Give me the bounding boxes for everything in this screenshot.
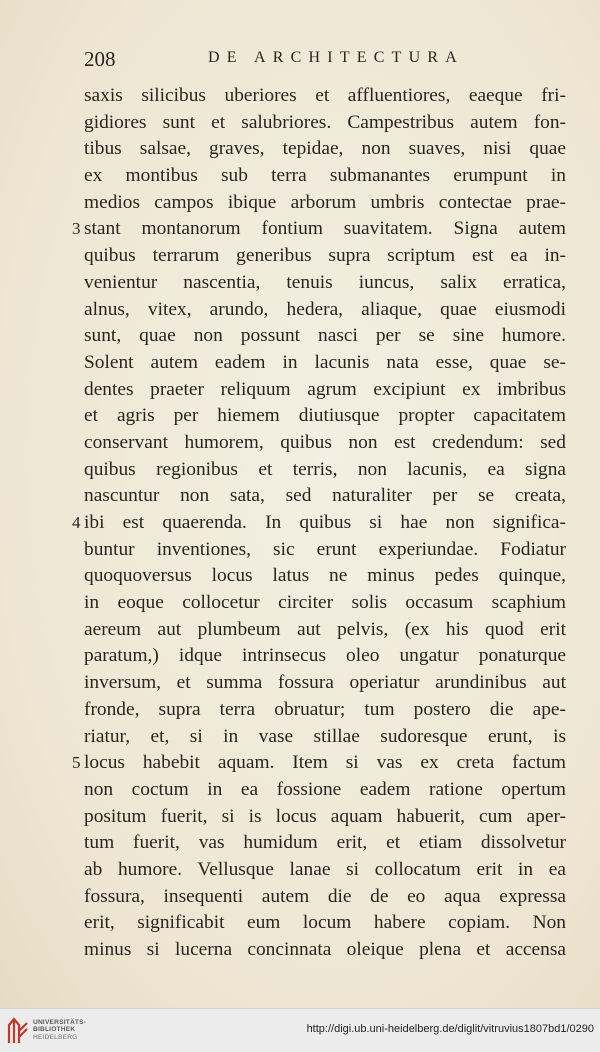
text-line-content: inversum, et summa fossura operiatur arundinibus aut bbox=[84, 672, 566, 694]
text-line-content: dentes praeter reliquum agrum excipiunt ex imbribus bbox=[84, 378, 566, 400]
text-line bbox=[84, 670, 566, 697]
text-line bbox=[84, 83, 566, 110]
text-line-content: stant montanorum fontium suavitatem. Signa autem bbox=[84, 218, 566, 240]
text-line bbox=[84, 910, 566, 937]
text-line bbox=[84, 136, 566, 163]
library-name-line3: HEIDELBERG bbox=[33, 1033, 78, 1041]
text-line bbox=[84, 884, 566, 911]
text-line bbox=[84, 937, 566, 964]
text-line bbox=[84, 270, 566, 297]
text-line-content: non coctum in ea fossione eadem ratione opertum bbox=[84, 778, 566, 800]
text-line bbox=[84, 190, 566, 217]
text-line-content: fossura, insequenti autem die de eo aqua expressa bbox=[84, 885, 566, 907]
text-line bbox=[84, 804, 566, 831]
text-line bbox=[84, 457, 566, 484]
text-line bbox=[84, 243, 566, 270]
margin-section-number: 3 bbox=[72, 219, 81, 239]
text-line-content: paratum,) idque intrinsecus oleo ungatur ponaturque bbox=[84, 645, 566, 667]
text-line-content: medios campos ibique arborum umbris contectae prae- bbox=[84, 191, 566, 213]
text-line bbox=[84, 777, 566, 804]
text-line bbox=[84, 403, 566, 430]
text-line bbox=[84, 297, 566, 324]
margin-section-number: 5 bbox=[72, 753, 81, 773]
text-line-content: sunt, quae non possunt nasci per se sine humore. bbox=[84, 325, 566, 347]
body-text bbox=[72, 83, 566, 964]
text-line bbox=[84, 430, 566, 457]
text-line-content: ibi est quaerenda. In quibus si hae non significa- bbox=[84, 512, 566, 533]
text-line bbox=[84, 483, 566, 510]
text-line-content: buntur inventiones, sic erunt experiundae. Fodiatur bbox=[84, 538, 566, 560]
text-line-content: locus habebit aquam. Item si vas ex creta factum bbox=[84, 752, 566, 774]
text-line-content: tum fuerit, vas humidum erit, et etiam dissolvetur bbox=[84, 832, 566, 854]
text-line bbox=[84, 563, 566, 590]
text-line-content: aereum aut plumbeum aut pelvis, (ex his quod erit bbox=[84, 618, 566, 640]
text-line-content: et agris per hiemem diutiusque propter capacitatem bbox=[84, 405, 566, 427]
text-line-content: riatur, et, si in vase stillae sudoresque erunt, is bbox=[84, 725, 566, 747]
text-line bbox=[84, 590, 566, 617]
text-line bbox=[72, 750, 566, 777]
text-line bbox=[84, 377, 566, 404]
library-name bbox=[33, 1019, 86, 1041]
text-line bbox=[84, 697, 566, 724]
text-line bbox=[84, 350, 566, 377]
text-line bbox=[72, 216, 566, 243]
text-line-content: venientur nascentia, tenuis iuncus, salix erratica, bbox=[84, 271, 566, 293]
text-line bbox=[84, 163, 566, 190]
text-line-content: quoquoversus locus latus ne minus pedes quinque, bbox=[84, 565, 566, 587]
library-name-line2: BIBLIOTHEK bbox=[33, 1026, 76, 1034]
text-line bbox=[84, 537, 566, 564]
text-line bbox=[84, 857, 566, 884]
text-line bbox=[84, 110, 566, 137]
text-line-content: alnus, vitex, arundo, hedera, aliaque, quae eiusmodi bbox=[84, 298, 566, 320]
text-line bbox=[84, 724, 566, 751]
text-line-content: ex montibus sub terra submanantes erumpunt in bbox=[84, 165, 566, 187]
running-title: DE ARCHITECTURA bbox=[208, 49, 464, 66]
text-line bbox=[84, 643, 566, 670]
text-line-content: in eoque collocetur circiter solis occasum scaphium bbox=[84, 592, 566, 614]
text-line-content: minus si lucerna concinnata oleique plena et accensa bbox=[84, 939, 566, 960]
text-line bbox=[84, 323, 566, 350]
text-line bbox=[84, 617, 566, 644]
text-line-content: Solent autem eadem in lacunis nata esse, quae se- bbox=[84, 351, 566, 373]
text-line-content: nascuntur non sata, sed naturaliter per se creata, bbox=[84, 485, 566, 507]
margin-section-number: 4 bbox=[72, 513, 81, 532]
text-line-content: saxis silicibus uberiores et affluentiores, eaeque fri- bbox=[84, 85, 566, 106]
text-line-content: gidiores sunt et salubriores. Campestribus autem fon- bbox=[84, 111, 566, 133]
text-line-content: positum fuerit, si is locus aquam habuerit, cum aper- bbox=[84, 805, 566, 827]
text-line-content: fronde, supra terra obruatur; tum postero die ape- bbox=[84, 698, 566, 720]
text-line-content: quibus regionibus et terris, non lacunis, ea signa bbox=[84, 458, 566, 480]
text-line-content: conservant humorem, quibus non est credendum: sed bbox=[84, 431, 566, 453]
text-line-content: quibus terrarum generibus supra scriptum est ea in- bbox=[84, 245, 566, 267]
text-line bbox=[84, 830, 566, 857]
text-line-content: tibus salsae, graves, tepidae, non suaves, nisi quae bbox=[84, 138, 566, 160]
source-url-link[interactable]: http://digi.ub.uni-heidelberg.de/diglit/vitruvius1807bd1/0290 bbox=[306, 1023, 594, 1035]
text-line-content: erit, significabit eum locum habere copiam. Non bbox=[84, 912, 566, 934]
page-header bbox=[84, 47, 564, 75]
viewer-footer bbox=[0, 1008, 600, 1052]
text-line bbox=[72, 510, 566, 537]
university-library-logo-icon bbox=[7, 1017, 29, 1045]
text-line-content: ab humore. Vellusque lanae si collocatum erit in ea bbox=[84, 858, 566, 880]
library-name-line1: UNIVERSITÄTS- bbox=[33, 1019, 87, 1026]
page-number: 208 bbox=[84, 47, 116, 71]
